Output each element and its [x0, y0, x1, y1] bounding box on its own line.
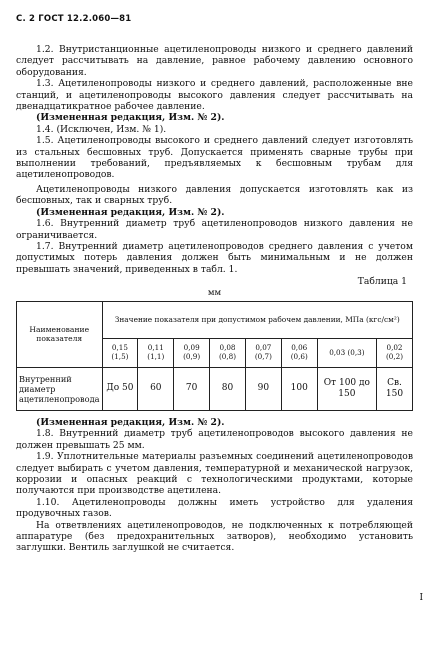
table-cell: 60	[138, 367, 174, 410]
paragraph: 1.9. Уплотнительные материалы разъемных соединений ацетиленопроводов следует выбирать с учетом давления, температурной и механической нагрузок, коррозии и опасных реакций с технологическими продуктами, которые получаются при производстве ацетилена.	[16, 451, 413, 497]
table-cell: 100	[281, 367, 317, 410]
paragraph: 1.2. Внутристанционные ацетиленопроводы низкого и среднего давлений следует рассчитывать на давление, равное рабочему давлению основного оборудования.	[16, 44, 413, 78]
paragraph: 1.3. Ацетиленопроводы низкого и среднего давлений, расположенные вне станций, и ацетиленопроводы высокого давления следует рассчитывать на двенадцатикратное рабочее давление.	[16, 78, 413, 113]
pressure-header: Значение показателя при допустимом рабочем давлении, МПа (кгс/см²)	[102, 301, 413, 338]
column-name-header: Наименование показателя	[17, 301, 103, 367]
row-name: Внутренний диаметр ацетиленопровода	[17, 367, 103, 410]
table-cell: 80	[210, 367, 246, 410]
table-cell: От 100 до 150	[317, 367, 376, 410]
paragraph: 1.10. Ацетиленопроводы должны иметь устройство для удаления продувочных газов.	[16, 496, 413, 520]
pressure-value: 0,08 (0,8)	[210, 338, 246, 367]
pressure-value: 0,07 (0,7)	[245, 338, 281, 367]
paragraph: (Измененная редакция, Изм. № 2).	[36, 416, 225, 428]
table-caption: Таблица 1	[357, 276, 407, 288]
table-1	[16, 301, 413, 411]
paragraph: 1.5. Ацетиленопроводы высокого и среднего давлений следует изготовлять из стальных бесшовных труб. Допускается применять сварные трубы при выполнении требований, предъявляемых к бесшовным трубам для ацетиленопроводов.	[16, 135, 413, 181]
table-units: мм	[207, 287, 222, 298]
page-mark: I	[419, 593, 423, 603]
pressure-value: 0,06 (0,6)	[281, 338, 317, 367]
pressure-value: 0,15 (1,5)	[102, 338, 138, 367]
paragraph: 1.6. Внутренний диаметр труб ацетиленопроводов низкого давления не ограничивается.	[16, 218, 413, 241]
paragraph: (Измененная редакция, Изм. № 2).	[36, 206, 225, 218]
paragraph: 1.7. Внутренний диаметр ацетиленопроводов среднего давления с учетом допустимых потерь давления должен быть минимальным и не должен превышать значений, приведенных в табл. 1.	[16, 240, 413, 275]
body-text	[16, 44, 413, 554]
pressure-value: 0,02 (0,2)	[377, 338, 413, 367]
paragraphs-before-table	[16, 44, 413, 275]
table-cell: Св. 150	[377, 367, 413, 410]
paragraphs-after-table	[16, 417, 413, 554]
table-cell: 70	[174, 367, 210, 410]
paragraph: 1.4. (Исключен, Изм. № 1).	[36, 123, 167, 135]
pressure-value: 0,09 (0,9)	[174, 338, 210, 367]
table-cell: 90	[245, 367, 281, 410]
pressure-value: 0,11 (1,1)	[138, 338, 174, 367]
page-header: С. 2 ГОСТ 12.2.060—81	[16, 14, 132, 24]
pressure-value: 0,03 (0,3)	[317, 338, 376, 367]
paragraph: Ацетиленопроводы низкого давления допускается изготовлять как из бесшовных, так и сварных труб.	[16, 183, 413, 207]
table-row	[17, 367, 413, 410]
paragraph: На ответвлениях ацетиленопроводов, не подключенных к потребляющей аппаратуре (без предохранительных затворов), необходимо установить заглушки. Вентиль заглушкой не считается.	[16, 519, 413, 554]
paragraph: 1.8. Внутренний диаметр труб ацетиленопроводов высокого давления не должен превышать 25 мм.	[16, 428, 413, 451]
paragraph: (Измененная редакция, Изм. № 2).	[36, 112, 225, 124]
table-cell: До 50	[102, 367, 138, 410]
